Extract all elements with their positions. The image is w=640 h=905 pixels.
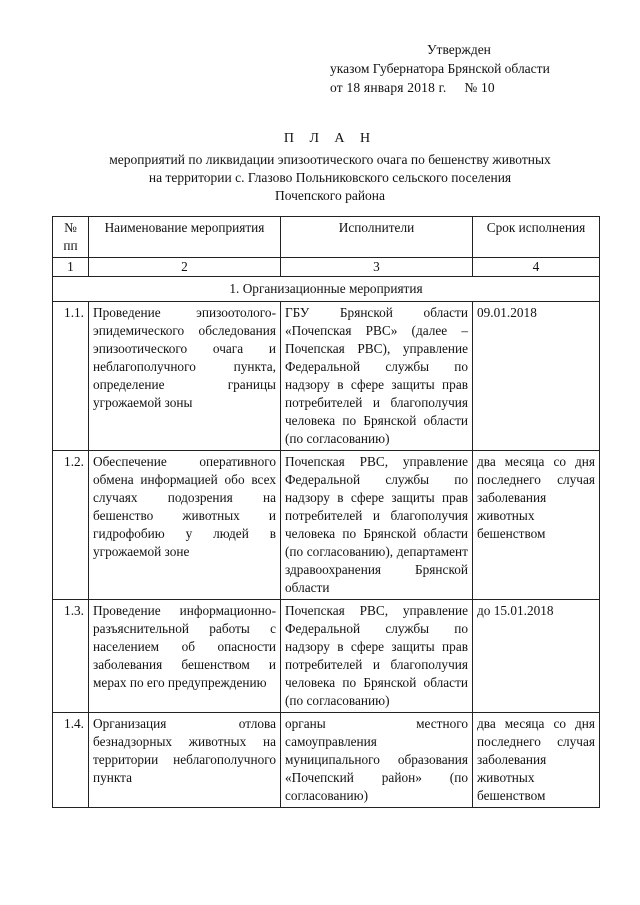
row-num: 1.2.	[53, 451, 89, 600]
approval-line-decree: указом Губернатора Брянской области	[330, 61, 550, 76]
subtitle-line-3: Почепского района	[274, 188, 386, 203]
subtitle-line-1: мероприятий по ликвидации эпизоотического очага по бешенству животных	[109, 152, 551, 167]
row-num: 1.3.	[53, 600, 89, 713]
row-executors: Почепская РВС, управление Федеральной службы по надзору в сфере защиты прав потребителей и благополучия человека по Брянской области (по согласованию)	[281, 600, 473, 713]
row-name: Организация отлова безнадзорных животных на территории неблагополучного пункта	[89, 713, 281, 808]
row-name: Проведение информационно-разъяснительной работы с населением об опасности заболевания бешенством и мерах по его предупреждению	[89, 600, 281, 713]
table-row	[53, 302, 600, 451]
row-deadline: до 15.01.2018	[473, 600, 600, 713]
row-num: 1.4.	[53, 713, 89, 808]
row-name: Обеспечение оперативного обмена информацией обо всех случаях подозрения на бешенство животных и гидрофобию у людей в угрожаемой зоне	[89, 451, 281, 600]
plan-table	[52, 216, 600, 808]
row-name: Проведение эпизоотолого-эпидемического обследования эпизоотического очага и неблагополучного пункта, определение границы угрожаемой зоны	[89, 302, 281, 451]
row-deadline: 09.01.2018	[473, 302, 600, 451]
section-title: 1. Организационные мероприятия	[53, 277, 600, 302]
table-header-row	[53, 217, 600, 258]
document-subtitle	[40, 151, 620, 205]
table-row	[53, 451, 600, 600]
row-executors: ГБУ Брянской области «Почепская РВС» (далее – Почепская РВС), управление Федеральной службы по надзору в сфере защиты прав потребителей и благополучия человека по Брянской области (по согласованию)	[281, 302, 473, 451]
row-num: 1.1.	[53, 302, 89, 451]
table-row	[53, 713, 600, 808]
table-index-row	[53, 258, 600, 277]
index-cell: 3	[281, 258, 473, 277]
row-executors: Почепская РВС, управление Федеральной службы по надзору в сфере защиты прав потребителей и благополучия человека по Брянской области (по согласованию), департамент здравоохранения Брянской области	[281, 451, 473, 600]
index-cell: 1	[53, 258, 89, 277]
header-executors: Исполнители	[281, 217, 473, 258]
index-cell: 4	[473, 258, 600, 277]
header-num: № пп	[53, 217, 89, 258]
header-deadline: Срок исполнения	[473, 217, 600, 258]
approval-line-date-number: от 18 января 2018 г. № 10	[330, 80, 495, 95]
row-deadline: два месяца со дня последнего случая заболевания животных бешенством	[473, 713, 600, 808]
approval-stamp	[330, 40, 620, 97]
table-row	[53, 600, 600, 713]
index-cell: 2	[89, 258, 281, 277]
subtitle-line-2: на территории с. Глазово Польниковского сельского поселения	[148, 170, 512, 185]
approval-line-approved: Утвержден	[427, 42, 491, 57]
row-deadline: два месяца со дня последнего случая заболевания животных бешенством	[473, 451, 600, 600]
document-title: П Л А Н	[283, 131, 377, 146]
header-name: Наименование мероприятия	[89, 217, 281, 258]
row-executors: органы местного самоуправления муниципального образования «Почепский район» (по согласованию)	[281, 713, 473, 808]
section-row	[53, 277, 600, 302]
